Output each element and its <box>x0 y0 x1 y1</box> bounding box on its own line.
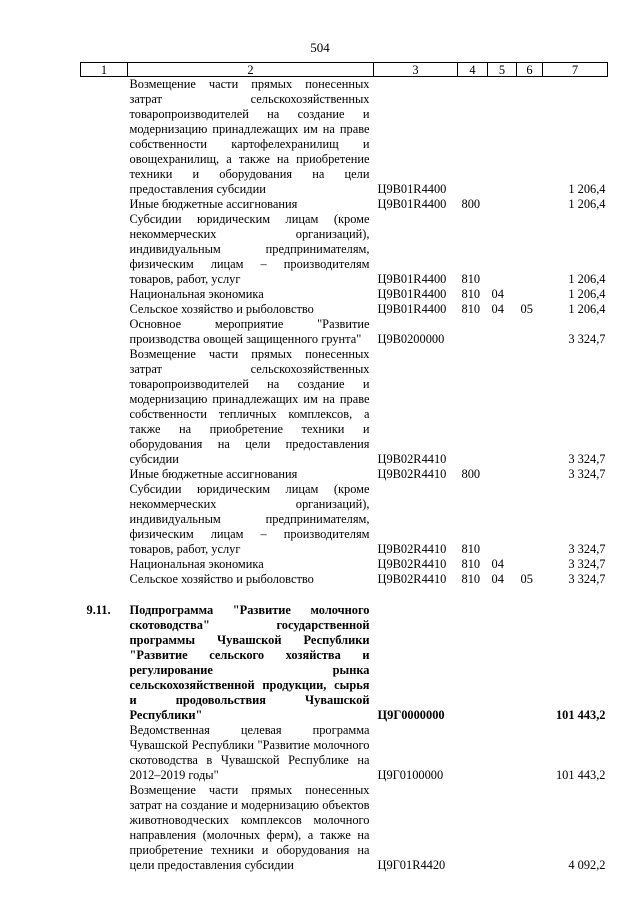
row-number <box>81 287 128 302</box>
row-number <box>81 347 128 467</box>
table-row <box>81 302 608 317</box>
subsection <box>517 783 543 873</box>
header-col-5: 5 <box>488 63 517 77</box>
table-row <box>81 783 608 873</box>
section <box>488 317 517 347</box>
amount: 1 206,4 <box>568 182 606 196</box>
amount: 3 324,7 <box>568 557 606 571</box>
section <box>488 467 517 482</box>
table-row <box>81 287 608 302</box>
amount: 3 324,7 <box>568 572 606 586</box>
header-col-7: 7 <box>543 63 608 77</box>
row-description: Субсидии юридическим лицам (кроме некоммерческих организаций), индивидуальным предпринимателям, физическим лицам – производителям товаров, работ, услуг <box>129 212 370 286</box>
target-article-code: Ц9В01R4400 <box>377 302 447 316</box>
row-number <box>81 557 128 572</box>
section <box>488 723 517 783</box>
subsection <box>517 197 543 212</box>
section <box>488 77 517 198</box>
expense-type: 810 <box>461 302 481 316</box>
header-col-3: 3 <box>374 63 458 77</box>
table-row <box>81 482 608 557</box>
amount: 1 206,4 <box>568 197 606 211</box>
target-article-code: Ц9В02R4410 <box>377 557 447 571</box>
row-description: Возмещение части прямых понесенных затрат на создание и модернизацию объектов животноводческих комплексов молочного направления (молочных ферм), а также на приобретение техники и оборудования на цели предоставления субсидии <box>129 783 370 872</box>
expense-type <box>458 783 488 873</box>
table-header-row <box>81 63 608 77</box>
row-description: Национальная экономика <box>129 287 264 301</box>
header-col-6: 6 <box>517 63 543 77</box>
row-description: Национальная экономика <box>129 557 264 571</box>
row-number <box>81 723 128 783</box>
section <box>488 197 517 212</box>
amount: 3 324,7 <box>568 542 606 556</box>
section <box>488 603 517 723</box>
amount: 101 443,2 <box>555 768 606 782</box>
target-article-code: Ц9В02R4410 <box>377 542 447 556</box>
target-article-code: Ц9В01R4400 <box>377 287 447 301</box>
row-number <box>81 302 128 317</box>
expense-type <box>458 723 488 783</box>
row-number <box>81 317 128 347</box>
target-article-code: Ц9В02R4410 <box>377 467 447 481</box>
expense-type: 810 <box>461 542 481 556</box>
subsection <box>517 287 543 302</box>
target-article-code: Ц9В02R4410 <box>377 572 447 586</box>
table-row <box>81 317 608 347</box>
row-number <box>81 482 128 557</box>
table-row <box>81 572 608 587</box>
expense-type: 810 <box>461 572 481 586</box>
amount: 3 324,7 <box>568 452 606 466</box>
row-description: Сельское хозяйство и рыболовство <box>129 302 314 316</box>
subsection <box>517 77 543 198</box>
section <box>488 482 517 557</box>
section: 04 <box>491 557 504 571</box>
expense-type: 800 <box>461 467 481 481</box>
subsection <box>517 723 543 783</box>
row-number <box>81 212 128 287</box>
row-number: 9.11. <box>86 603 111 617</box>
row-number <box>81 467 128 482</box>
expense-type <box>458 317 488 347</box>
expense-type: 800 <box>461 197 481 211</box>
page-number: 504 <box>310 40 330 55</box>
table-row <box>81 77 608 198</box>
row-number <box>81 77 128 198</box>
subsection <box>517 467 543 482</box>
target-article-code: Ц9В02R4410 <box>377 452 447 466</box>
row-description: Иные бюджетные ассигнования <box>129 467 298 481</box>
table-row <box>81 557 608 572</box>
section: 04 <box>491 287 504 301</box>
target-article-code: Ц9Г01R4420 <box>377 858 446 872</box>
amount: 4 092,2 <box>568 858 606 872</box>
target-article-code: Ц9В01R4400 <box>377 197 447 211</box>
target-article-code: Ц9Г0100000 <box>377 768 444 782</box>
row-number <box>81 197 128 212</box>
amount: 3 324,7 <box>568 332 606 346</box>
section <box>488 347 517 467</box>
amount: 1 206,4 <box>568 302 606 316</box>
row-description: Возмещение части прямых понесенных затрат сельскохозяйственных товаропроизводителей на создание и модернизацию принадлежащих им на праве собственности тепличных комплексов, а также на приобретение техники и оборудования на цели предоставления субсидии <box>129 347 370 466</box>
target-article-code: Ц9Г0000000 <box>377 708 445 722</box>
row-spacer <box>81 587 608 603</box>
row-number <box>81 572 128 587</box>
target-article-code: Ц9В01R4400 <box>377 272 447 286</box>
row-description: Субсидии юридическим лицам (кроме некоммерческих организаций), индивидуальным предпринимателям, физическим лицам – производителям товаров, работ, услуг <box>129 482 370 556</box>
expense-type <box>458 347 488 467</box>
subsection: 05 <box>520 572 533 586</box>
target-article-code: Ц9В01R4400 <box>377 182 447 196</box>
amount: 3 324,7 <box>568 467 606 481</box>
subsection <box>517 212 543 287</box>
amount: 1 206,4 <box>568 287 606 301</box>
row-description: Основное мероприятие "Развитие производства овощей защищенного грунта" <box>129 317 370 346</box>
expense-type: 810 <box>461 287 481 301</box>
subsection <box>517 347 543 467</box>
row-number <box>81 783 128 873</box>
row-description: Возмещение части прямых понесенных затрат сельскохозяйственных товаропроизводителей на создание и модернизацию принадлежащих им на праве собственности картофелехранилищ и овощехранилищ, а также на приобретение техники и оборудования на цели предоставления субсидии <box>129 77 370 196</box>
expense-type: 810 <box>461 557 481 571</box>
expense-type <box>458 77 488 198</box>
section <box>488 783 517 873</box>
table-row <box>81 723 608 783</box>
expense-type: 810 <box>461 272 481 286</box>
table-row <box>81 603 608 723</box>
subsection <box>517 603 543 723</box>
budget-table <box>80 62 608 873</box>
subsection: 05 <box>520 302 533 316</box>
subsection <box>517 317 543 347</box>
header-col-4: 4 <box>458 63 488 77</box>
section: 04 <box>491 572 504 586</box>
table-row <box>81 347 608 467</box>
header-col-1: 1 <box>81 63 128 77</box>
subsection <box>517 557 543 572</box>
section <box>488 212 517 287</box>
subsection <box>517 482 543 557</box>
table-row <box>81 212 608 287</box>
expense-type <box>458 603 488 723</box>
row-description: Иные бюджетные ассигнования <box>129 197 298 211</box>
section: 04 <box>491 302 504 316</box>
table-body <box>81 77 608 874</box>
amount: 101 443,2 <box>555 708 606 722</box>
header-col-2: 2 <box>128 63 374 77</box>
table-row <box>81 467 608 482</box>
target-article-code: Ц9В0200000 <box>377 332 445 346</box>
amount: 1 206,4 <box>568 272 606 286</box>
row-description: Сельское хозяйство и рыболовство <box>129 572 314 586</box>
row-description: Подпрограмма "Развитие молочного скотоводства" государственной программы Чувашской Республики "Развитие сельского хозяйства и регулирование рынка сельскохозяйственной продукции, сырья и продовольствия Чувашской Республики" <box>129 603 370 722</box>
table-row <box>81 197 608 212</box>
row-description: Ведомственная целевая программа Чувашской Республики "Развитие молочного скотоводства в Чувашской Республике на 2012–2019 годы" <box>129 723 370 782</box>
